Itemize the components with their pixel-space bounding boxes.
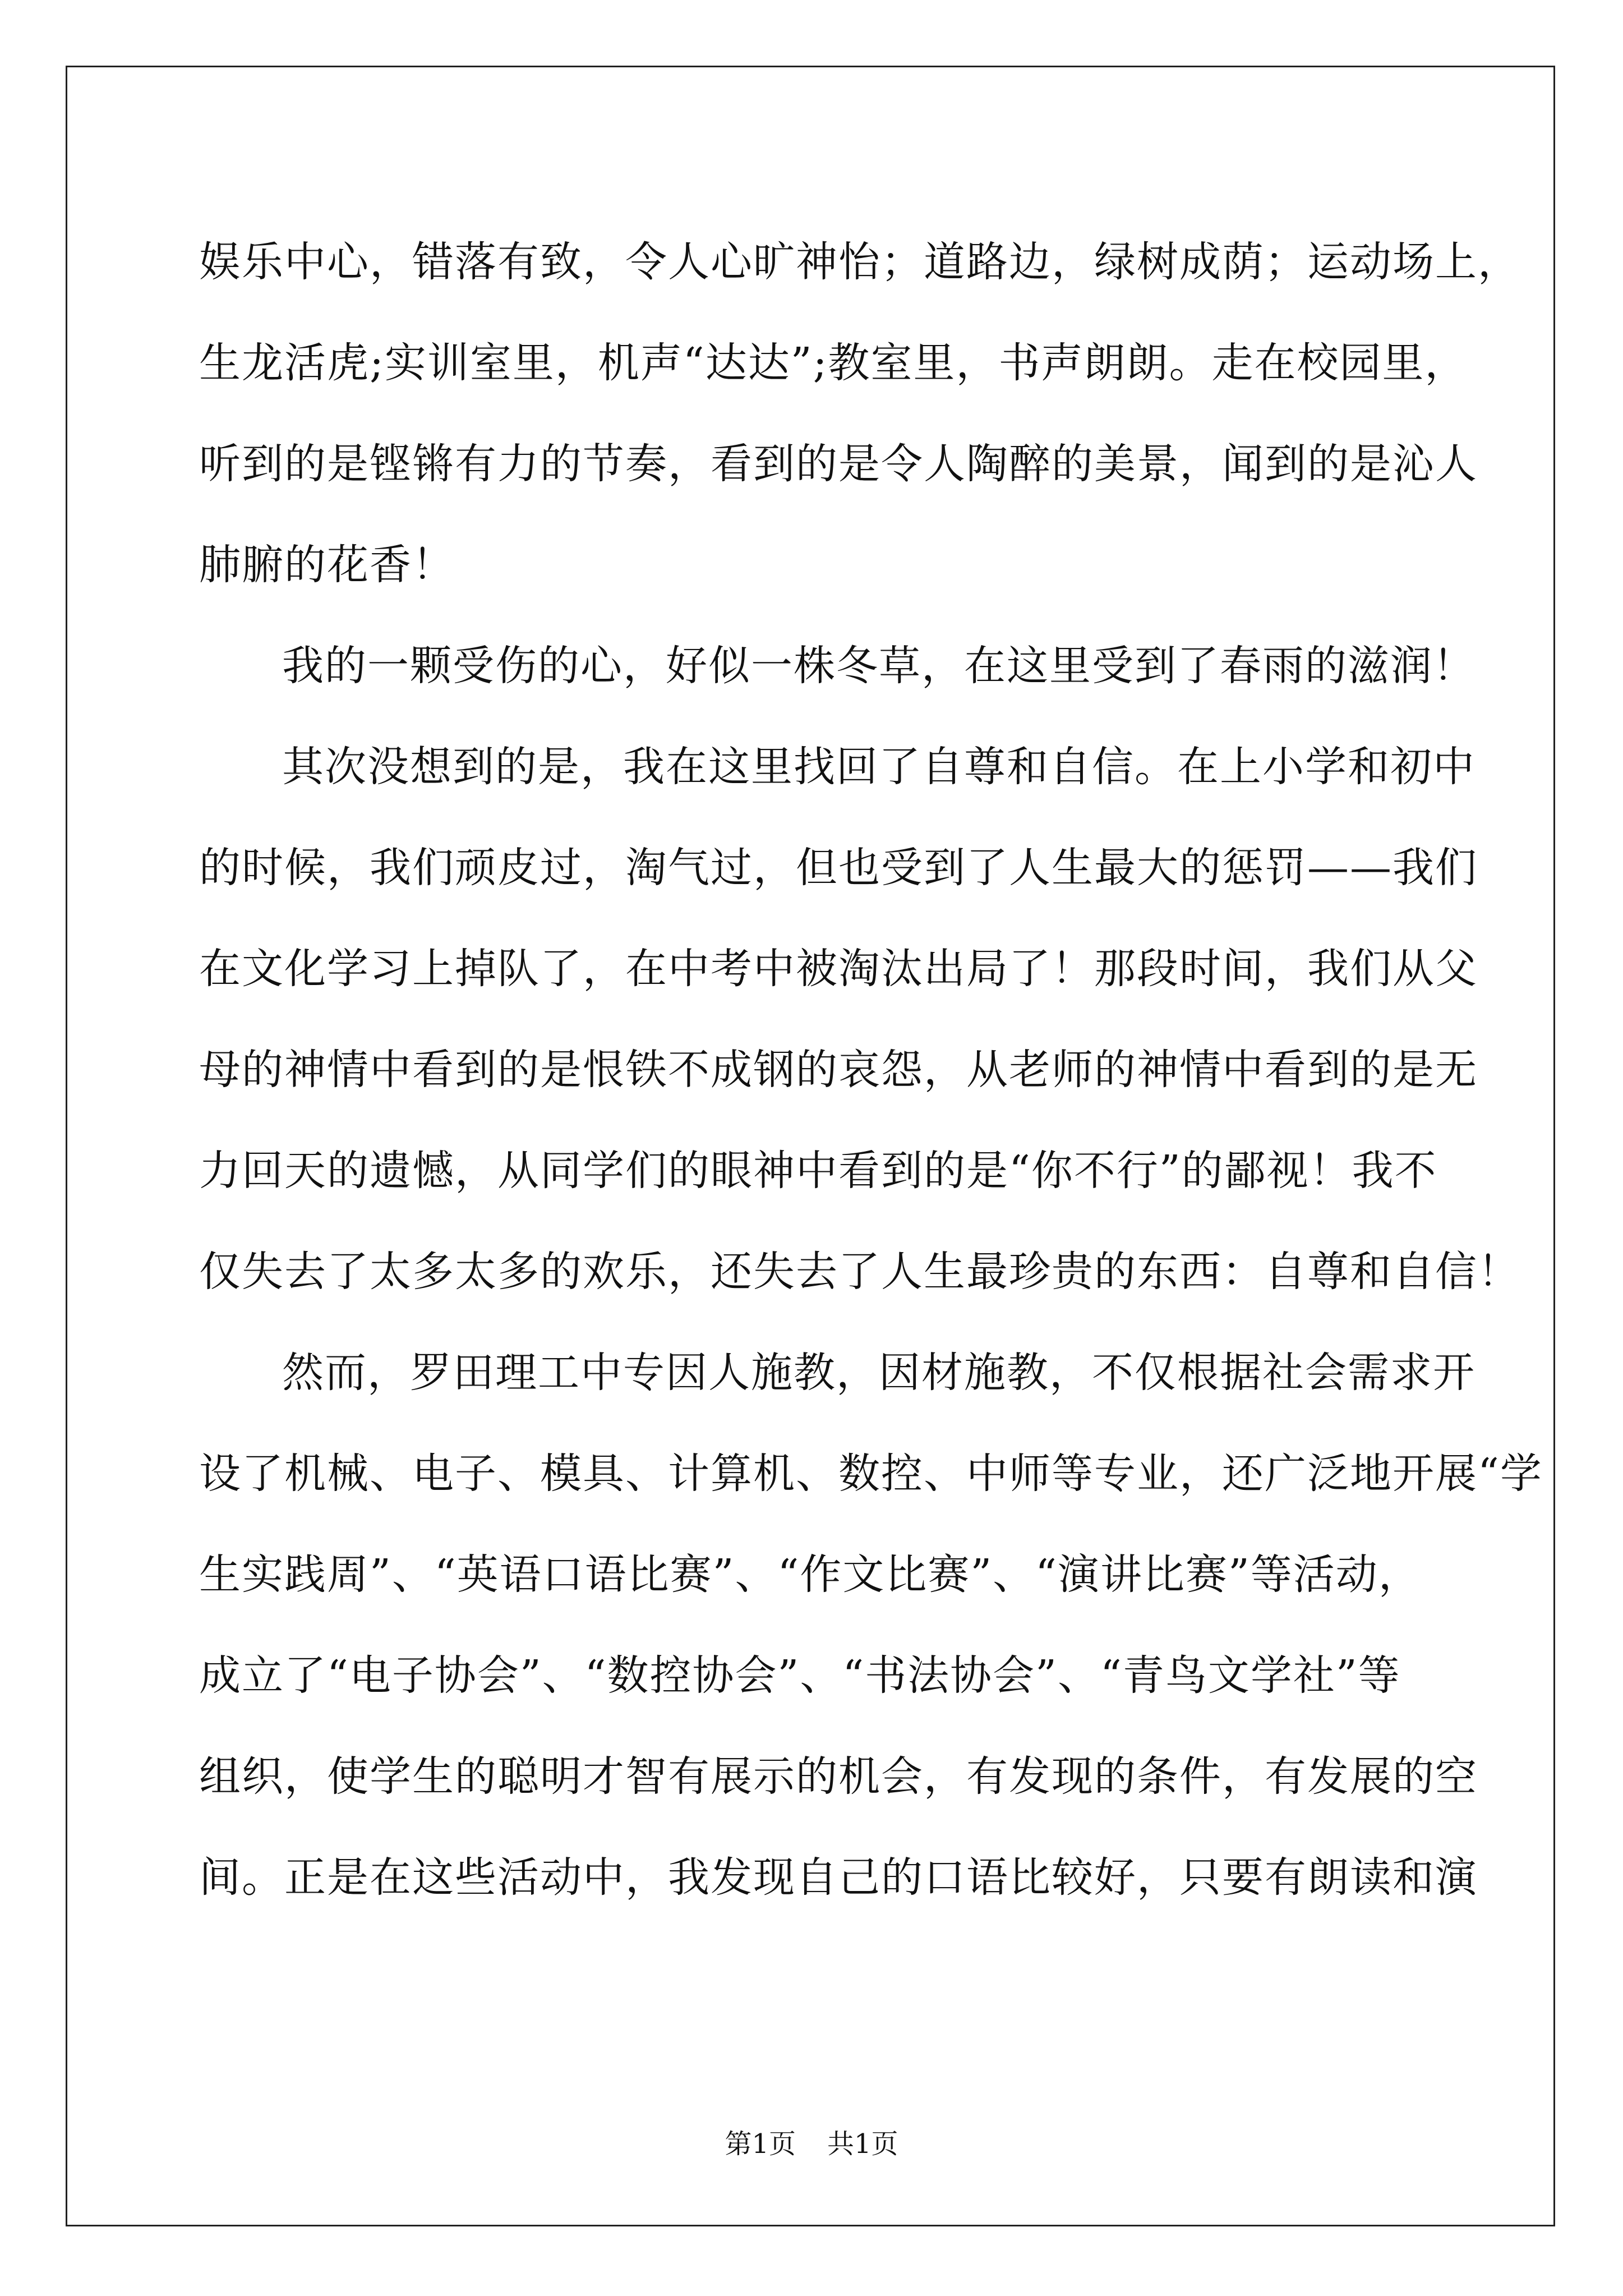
- text-line: 仅失去了太多太多的欢乐，还失去了人生最珍贵的东西：自尊和自信！: [199, 1248, 1520, 1296]
- page-number: 第1页: [725, 2128, 796, 2160]
- text-line: 成立了“电子协会”、“数控协会”、“书法协会”、“青鸟文学社”等: [199, 1651, 1401, 1700]
- text-line: 肺腑的花香！: [199, 541, 455, 589]
- text-line: 生实践周”、“英语口语比赛”、“作文比赛”、“演讲比赛”等活动，: [199, 1550, 1421, 1599]
- text-line: 组织，使学生的聪明才智有展示的机会，有发现的条件，有发展的空: [199, 1752, 1478, 1801]
- text-line: 生龙活虎;实训室里，机声“达达”;教室里，书声朗朗。走在校园里，: [199, 339, 1468, 387]
- text-line: 的时候，我们顽皮过，淘气过，但也受到了人生最大的惩罚——我们: [199, 844, 1478, 892]
- page-total: 共1页: [827, 2128, 898, 2160]
- text-line: 母的神情中看到的是恨铁不成钢的哀怨，从老师的神情中看到的是无: [199, 1046, 1478, 1094]
- text-line: 间。正是在这些活动中，我发现自己的口语比较好，只要有朗读和演: [199, 1853, 1478, 1902]
- page-footer: [0, 2127, 1623, 2161]
- document-body: [199, 211, 1543, 1928]
- paragraph-first-line: 我的一颗受伤的心，好似一株冬草，在这里受到了春雨的滋润！: [282, 642, 1476, 690]
- paragraph-first-line: 其次没想到的是，我在这里找回了自尊和自信。在上小学和初中: [282, 743, 1476, 791]
- text-line: 娱乐中心，错落有致，令人心旷神怡；道路边，绿树成荫；运动场上，: [199, 238, 1520, 286]
- text-line: 在文化学习上掉队了，在中考中被淘汰出局了！那段时间，我们从父: [199, 945, 1478, 993]
- text-line: 听到的是铿锵有力的节奏，看到的是令人陶醉的美景，闻到的是沁人: [199, 440, 1478, 488]
- text-line: 设了机械、电子、模具、计算机、数控、中师等专业，还广泛地开展“学: [199, 1450, 1543, 1498]
- paragraph-first-line: 然而，罗田理工中专因人施教，因材施教，不仅根据社会需求开: [282, 1349, 1476, 1397]
- text-line: 力回天的遗憾，从同学们的眼神中看到的是“你不行”的鄙视！我不: [199, 1147, 1437, 1195]
